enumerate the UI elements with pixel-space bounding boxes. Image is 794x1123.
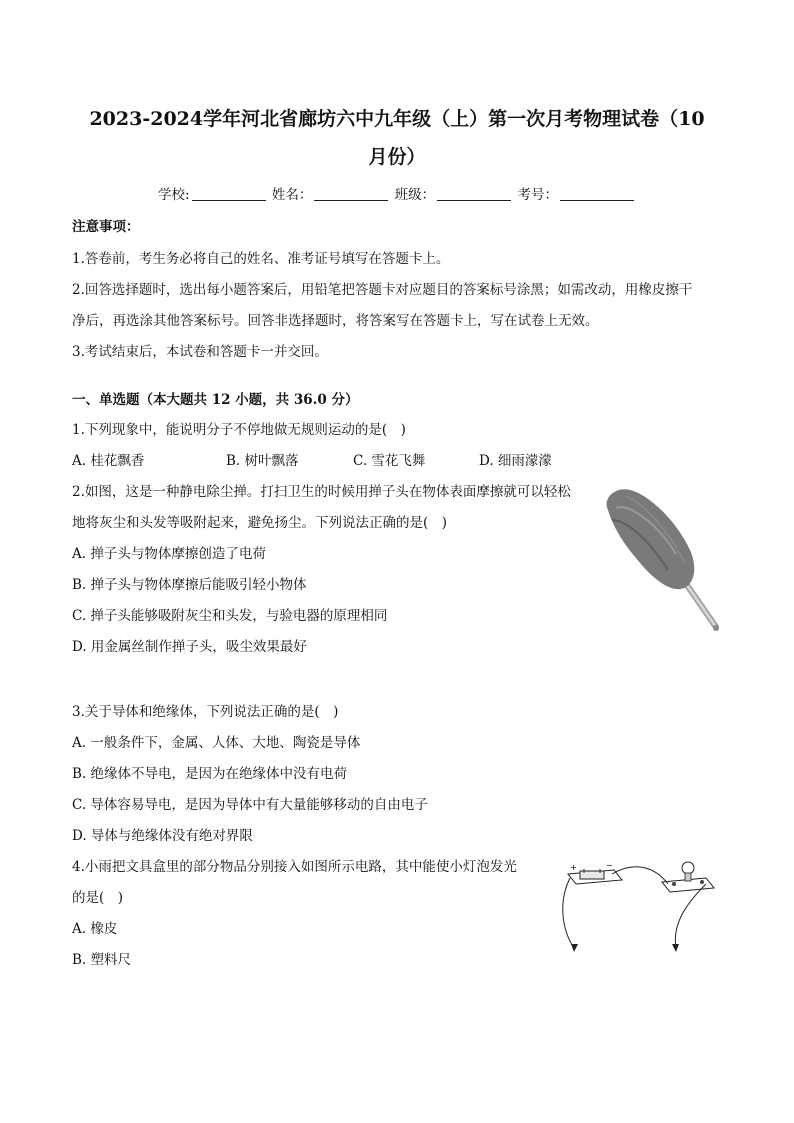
exam-title-line2: 月份）: [368, 146, 426, 168]
class-blank[interactable]: [437, 186, 511, 201]
q2-option-d: D. 用金属丝制作掸子头，吸尘效果最好: [72, 639, 307, 655]
exam-title: [60, 100, 734, 176]
q3-stem: 3.关于导体和绝缘体，下列说法正确的是( ): [72, 704, 339, 720]
notice-item: 3.考试结束后，本试卷和答题卡一并交回。: [72, 344, 328, 360]
q2-option-c: C. 掸子头能够吸附灰尘和头发，与验电器的原理相同: [72, 608, 388, 624]
duster-figure: [598, 480, 728, 635]
number-label: 考号：: [517, 187, 558, 203]
bulb-icon: [682, 862, 694, 874]
q3-option-b: B. 绝缘体不导电，是因为在绝缘体中没有电荷: [72, 766, 348, 782]
q2-option-a: A. 掸子头与物体摩擦创造了电荷: [72, 546, 266, 562]
bulb-board: [662, 862, 714, 892]
q2-stem-line2: 地将灰尘和头发等吸附起来，避免扬尘。下列说法正确的是( ): [72, 515, 448, 531]
student-info-row: [0, 185, 794, 205]
q1-option-a: A. 桂花飘香: [72, 453, 145, 469]
duster-head: [607, 489, 695, 589]
exam-title-line1: 2023-2024学年河北省廊坊六中九年级（上）第一次月考物理试卷（10: [89, 108, 705, 130]
notice-item: 净后，再选涂其他答案标号。回答非选择题时，将答案写在答题卡上，写在试卷上无效。: [72, 313, 599, 329]
notice-heading: 注意事项：: [72, 219, 140, 235]
section-heading: 一、单选题（本大题共 12 小题，共 36.0 分）: [72, 392, 359, 408]
class-label: 班级：: [394, 187, 436, 203]
q2-stem-line1: 2.如图，这是一种静电除尘掸。打扫卫生的时候用掸子头在物体表面摩擦就可以轻松: [72, 484, 571, 500]
q3-option-c: C. 导体容易导电，是因为导体中有大量能够移动的自由电子: [72, 797, 428, 813]
q3-option-a: A. 一般条件下，金属、人体、大地、陶瓷是导体: [72, 735, 361, 751]
q1-option-d: D. 细雨濛濛: [479, 453, 552, 469]
q4-stem-line1: 4.小雨把文具盒里的部分物品分别接入如图所示电路，其中能使小灯泡发光: [72, 859, 517, 875]
q4-option-b: B. 塑料尺: [72, 952, 132, 968]
name-label: 姓名：: [271, 187, 313, 203]
number-blank[interactable]: [560, 186, 634, 201]
notice-item: 1.答卷前，考生务必将自己的姓名、准考证号填写在答题卡上。: [72, 251, 450, 267]
notice-item: 2.回答选择题时，选出每小题答案后，用铅笔把答题卡对应题目的答案标号涂黑；如需改动，用橡皮擦干: [72, 282, 693, 298]
q4-option-a: A. 橡皮: [72, 921, 118, 937]
plus-sign: +: [570, 863, 577, 872]
circuit-figure: [556, 852, 728, 962]
minus-sign: −: [606, 861, 613, 870]
q1-option-b: B. 树叶飘落: [226, 453, 299, 469]
q1-stem: 1.下列现象中，能说明分子不停地做无规则运动的是( ): [72, 422, 406, 438]
q1-option-c: C. 雪花飞舞: [353, 453, 426, 469]
school-label: 学校:: [158, 187, 190, 203]
name-blank[interactable]: [314, 186, 388, 201]
school-blank[interactable]: [192, 186, 266, 201]
q3-option-d: D. 导体与绝缘体没有绝对界限: [72, 828, 253, 844]
q2-option-b: B. 掸子头与物体摩擦后能吸引轻小物体: [72, 577, 307, 593]
q4-stem-line2: 的是( ): [72, 890, 124, 906]
